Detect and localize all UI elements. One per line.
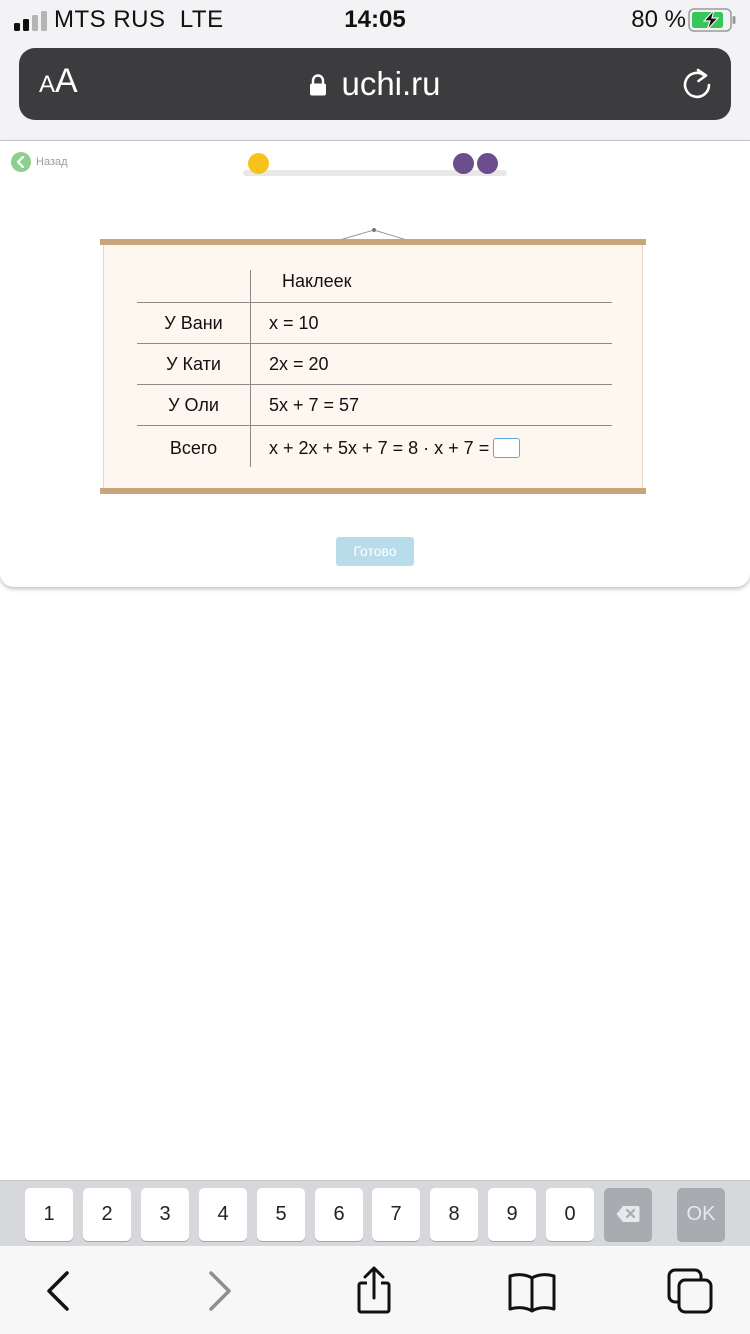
forward-arrow-icon[interactable] xyxy=(194,1266,244,1316)
table-row-total xyxy=(137,426,612,467)
row-name: Всего xyxy=(137,426,251,467)
row-name: У Оли xyxy=(137,385,251,425)
bookmarks-icon[interactable] xyxy=(507,1266,557,1316)
battery-charging-icon xyxy=(688,8,736,32)
row-name: У Кати xyxy=(137,344,251,384)
row-name: У Вани xyxy=(137,303,251,343)
table-row xyxy=(137,344,612,385)
expr-left: x + 2x + 5x + 7 = xyxy=(269,438,404,458)
aa-large-letter: A xyxy=(55,62,78,100)
ready-button[interactable]: Готово xyxy=(336,537,414,566)
expr-equals: = xyxy=(478,438,490,458)
poster-bottom-bar xyxy=(100,488,646,494)
key-8[interactable]: 8 xyxy=(430,1188,478,1241)
key-5[interactable]: 5 xyxy=(257,1188,305,1241)
poster-board xyxy=(103,245,643,490)
progress-dot-current xyxy=(248,153,269,174)
backspace-key[interactable] xyxy=(604,1188,652,1241)
row-value: x = 10 xyxy=(269,313,319,333)
key-9[interactable]: 9 xyxy=(488,1188,536,1241)
expr-coefficient: 8 xyxy=(408,438,419,458)
number-keypad xyxy=(0,1180,750,1246)
url-field[interactable] xyxy=(19,65,731,103)
back-label: Назад xyxy=(36,156,68,168)
browser-address-area xyxy=(0,42,750,141)
back-button[interactable] xyxy=(11,152,68,172)
progress-dot-done xyxy=(453,153,474,174)
key-6[interactable]: 6 xyxy=(315,1188,363,1241)
row-value: 5x + 7 = 57 xyxy=(269,395,360,415)
status-bar xyxy=(0,0,750,42)
lock-icon xyxy=(309,74,327,96)
network-type: LTE xyxy=(179,6,224,33)
page-content xyxy=(0,141,750,587)
aa-small-letter: A xyxy=(39,71,56,98)
tabs-icon[interactable] xyxy=(665,1266,715,1316)
back-arrow-icon[interactable] xyxy=(34,1266,84,1316)
key-7[interactable]: 7 xyxy=(372,1188,420,1241)
reload-icon[interactable] xyxy=(679,66,715,102)
url-text: uchi.ru xyxy=(341,65,441,102)
backspace-icon xyxy=(616,1205,640,1223)
row-value: 2x = 20 xyxy=(269,354,329,374)
answer-input[interactable] xyxy=(493,438,520,458)
key-3[interactable]: 3 xyxy=(141,1188,189,1241)
carrier-name: MTS RUS xyxy=(54,6,166,33)
status-time: 14:05 xyxy=(344,6,406,33)
browser-toolbar xyxy=(0,1246,750,1334)
table-header-row xyxy=(137,270,612,303)
expr-middle: · x + xyxy=(423,438,459,458)
key-4[interactable]: 4 xyxy=(199,1188,247,1241)
back-arrow-icon xyxy=(11,152,31,172)
table-header-empty xyxy=(137,270,251,302)
table-row xyxy=(137,385,612,426)
address-bar[interactable] xyxy=(19,48,731,120)
table-header-label: Наклеек xyxy=(282,271,352,291)
key-0[interactable]: 0 xyxy=(546,1188,594,1241)
share-icon[interactable] xyxy=(349,1266,399,1316)
table-row xyxy=(137,303,612,344)
stickers-table xyxy=(137,270,612,467)
key-1[interactable]: 1 xyxy=(25,1188,73,1241)
battery-percent: 80 % xyxy=(631,6,686,33)
ok-key[interactable]: OK xyxy=(677,1188,725,1241)
progress-dot-done xyxy=(477,153,498,174)
key-2[interactable]: 2 xyxy=(83,1188,131,1241)
expr-constant: 7 xyxy=(463,438,474,458)
total-expression xyxy=(251,426,520,467)
